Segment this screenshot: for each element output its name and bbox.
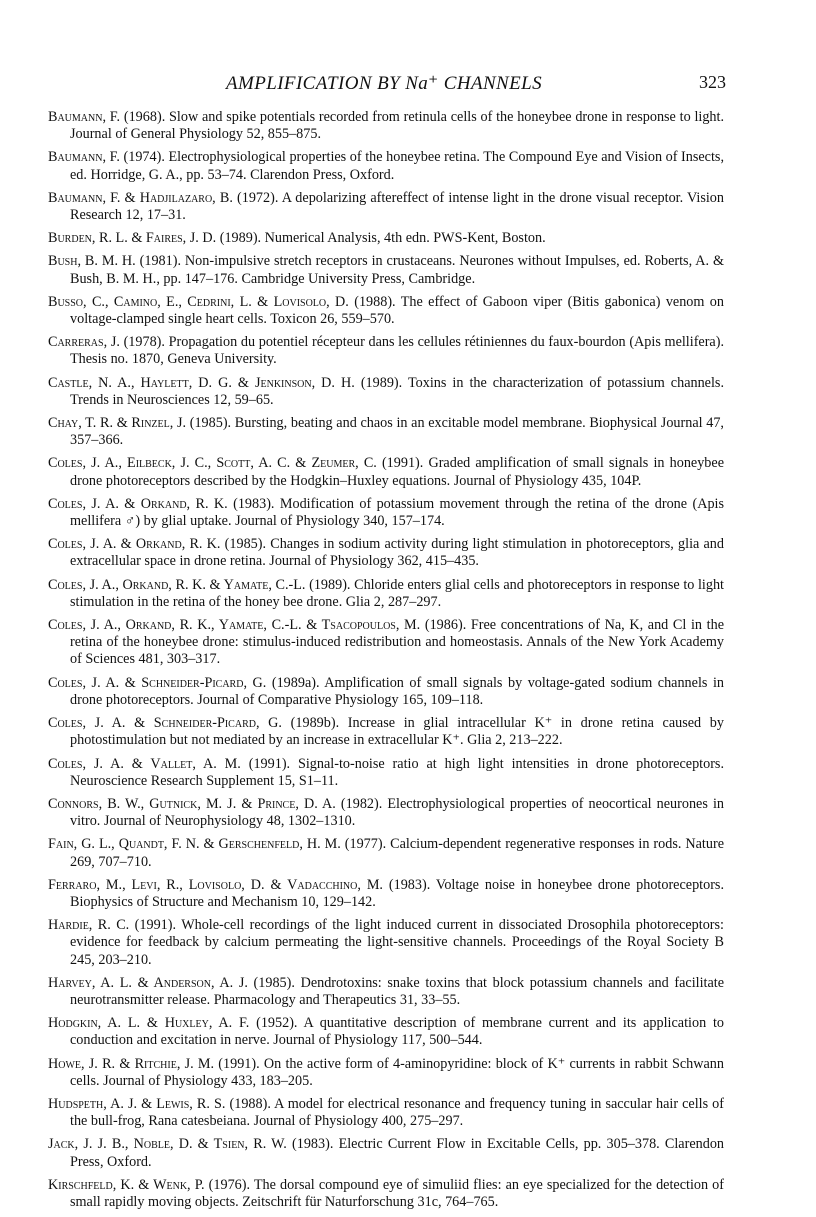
reference-entry	[48, 1136, 724, 1170]
reference-text: (1972). A depolarizing aftereffect of intense light in the drone visual receptor. Vision Research 12, 17–31.	[70, 189, 724, 224]
reference-authors: Hudspeth, A. J. & Lewis, R. S.	[48, 1095, 226, 1112]
reference-text: (1983). Electric Current Flow in Excitable Cells, pp. 305–378. Clarendon Press, Oxford.	[70, 1136, 725, 1170]
reference-entry	[48, 1096, 724, 1130]
reference-authors: Fain, G. L., Quandt, F. N. & Gerschenfeld, H. M.	[48, 836, 341, 853]
reference-text: (1985). Bursting, beating and chaos in an excitable model membrane. Biophysical Journal 47, 357–366.	[70, 415, 724, 449]
reference-authors: Coles, J. A., Eilbeck, J. C., Scott, A. C. & Zeumer, C.	[48, 455, 377, 472]
reference-entry	[48, 1015, 724, 1049]
reference-entry	[48, 415, 724, 449]
reference-entry	[48, 455, 724, 489]
reference-authors: Coles, J. A. & Vallet, A. M.	[48, 755, 241, 772]
reference-text: (1991). Signal-to-noise ratio at high light intensities in drone photoreceptors. Neuroscience Research Supplement 15, S1–11.	[70, 755, 724, 789]
reference-entry	[48, 917, 724, 969]
reference-text: (1989b). Increase in glial intracellular K⁺ in drone retina caused by photostimulation but not mediated by an increase in extracellular K⁺. Glia 2, 213–222.	[70, 715, 724, 749]
reference-entry	[48, 149, 724, 183]
reference-text: (1978). Propagation du potentiel récepteur dans les cellules rétiniennes du faux-bourdon (Apis mellifera). Thesis no. 1870, Geneva University.	[70, 334, 725, 368]
reference-text: (1989). Chloride enters glial cells and photoreceptors in response to light stimulation in the retina of the honey bee drone. Glia 2, 287–297.	[70, 576, 724, 610]
reference-entry	[48, 536, 724, 570]
reference-authors: Harvey, A. L. & Anderson, A. J.	[48, 974, 248, 991]
reference-authors: Baumann, F.	[48, 109, 121, 125]
reference-entry	[48, 230, 724, 247]
reference-authors: Chay, T. R. & Rinzel, J.	[48, 415, 187, 432]
reference-authors: Coles, J. A. & Orkand, R. K.	[48, 536, 221, 553]
reference-entry	[48, 675, 724, 709]
reference-authors: Jack, J. J. B., Noble, D. & Tsien, R. W.	[48, 1136, 287, 1153]
reference-authors: Castle, N. A., Haylett, D. G. & Jenkinson, D. H.	[48, 374, 355, 391]
reference-authors: Hardie, R. C.	[48, 917, 130, 934]
reference-authors: Baumann, F.	[48, 149, 120, 166]
reference-text: (1989). Toxins in the characterization of potassium channels. Trends in Neurosciences 12, 59–65.	[70, 374, 724, 408]
reference-authors: Coles, J. A. & Schneider-Picard, G.	[48, 715, 282, 732]
reference-authors: Coles, J. A. & Schneider-Picard, G.	[48, 674, 267, 691]
reference-entry	[48, 796, 724, 830]
reference-text: (1985). Dendrotoxins: snake toxins that block potassium channels and facilitate neurotransmitter release. Pharmacology and Therapeutics 31, 33–55.	[70, 974, 724, 1008]
reference-text: (1952). A quantitative description of membrane current and its application to conduction and excitation in nerve. Journal of Physiology 117, 500–544.	[70, 1015, 725, 1049]
reference-entry	[48, 1177, 724, 1211]
reference-authors: Howe, J. R. & Ritchie, J. M.	[48, 1055, 215, 1072]
reference-text: (1991). Graded amplification of small signals in honeybee drone photoreceptors described by the Hodgkin–Huxley equations. Journal of Physiology 435, 104P.	[70, 455, 724, 489]
reference-authors: Kirschfeld, K. & Wenk, P.	[48, 1176, 205, 1193]
reference-text: (1991). On the active form of 4-aminopyridine: block of K⁺ currents in rabbit Schwann cells. Journal of Physiology 433, 183–205.	[70, 1055, 724, 1089]
reference-text: (1983). Modification of potassium movement through the retina of the drone (Apis mellifera ♂) by glial uptake. Journal of Physiology 340, 157–174.	[70, 495, 724, 530]
reference-authors: Ferraro, M., Levi, R., Lovisolo, D. & Vadacchino, M.	[48, 876, 383, 893]
reference-entry	[48, 975, 724, 1009]
reference-authors: Bush, B. M. H.	[48, 253, 136, 270]
running-title: AMPLIFICATION BY Na⁺ CHANNELS	[226, 73, 542, 94]
reference-entry	[48, 253, 724, 287]
reference-text: (1968). Slow and spike potentials recorded from retinula cells of the honeybee drone in response to light. Journal of General Physiology 52, 855–875.	[70, 109, 724, 143]
reference-text: (1977). Calcium-dependent regenerative responses in rods. Nature 269, 707–710.	[70, 836, 724, 870]
reference-entry	[48, 375, 724, 409]
reference-authors: Busso, C., Camino, E., Cedrini, L. & Lovisolo, D.	[48, 293, 349, 310]
reference-entry	[48, 756, 724, 790]
reference-entry	[48, 617, 724, 669]
reference-text: (1988). A model for electrical resonance and frequency tuning in saccular hair cells of the bull-frog, Rana catesbeiana. Journal of Physiology 400, 275–297.	[70, 1095, 724, 1130]
reference-authors: Coles, J. A., Orkand, R. K. & Yamate, C.-L.	[48, 576, 306, 593]
reference-text: (1991). Whole-cell recordings of the light induced current in dissociated Drosophila photoreceptors: evidence for feedback by calcium permeating the light-sensitive channels. Proceedings of the Royal Society B 245, 203–210.	[70, 917, 724, 968]
reference-text: (1989a). Amplification of small signals by voltage-gated sodium channels in drone photoreceptors. Journal of Comparative Physiology 165, 109–118.	[70, 674, 724, 708]
page-number: 323	[699, 72, 726, 92]
reference-authors: Connors, B. W., Gutnick, M. J. & Prince, D. A.	[48, 795, 336, 812]
reference-entry	[48, 294, 724, 328]
reference-text: (1981). Non-impulsive stretch receptors in crustaceans. Neurones without Impulses, ed. Roberts, A. & Bush, B. M. H., pp. 147–176. Cambridge University Press, Cambridge.	[70, 253, 724, 287]
reference-list	[48, 109, 724, 1217]
reference-entry	[48, 715, 724, 749]
reference-text: (1988). The effect of Gaboon viper (Bitis gabonica) venom on voltage-clamped single heart cells. Toxicon 26, 559–570.	[70, 293, 724, 328]
reference-entry	[48, 190, 724, 224]
reference-authors: Burden, R. L. & Faires, J. D.	[48, 230, 217, 247]
reference-entry	[48, 109, 724, 143]
reference-authors: Carreras, J.	[48, 334, 120, 351]
reference-entry	[48, 496, 724, 530]
reference-text: (1982). Electrophysiological properties of neocortical neurones in vitro. Journal of Neurophysiology 48, 1302–1310.	[70, 795, 724, 830]
reference-text: (1983). Voltage noise in honeybee drone photoreceptors. Biophysics of Structure and Mechanism 10, 129–142.	[70, 876, 724, 910]
reference-text: (1989). Numerical Analysis, 4th edn. PWS-Kent, Boston.	[216, 230, 546, 247]
reference-entry	[48, 1056, 724, 1090]
reference-text: (1974). Electrophysiological properties of the honeybee retina. The Compound Eye and Vision of Insects, ed. Horridge, G. A., pp. 53–74. Clarendon Press, Oxford.	[70, 149, 724, 183]
page-header	[226, 72, 726, 98]
reference-authors: Baumann, F. & Hadjilazaro, B.	[48, 189, 233, 206]
reference-entry	[48, 334, 724, 368]
reference-text: (1986). Free concentrations of Na, K, and Cl in the retina of the honeybee drone: stimulus-induced redistribution and homeostasis. Annals of the New York Academy of Sciences 481, 303–317.	[70, 617, 724, 668]
reference-authors: Coles, J. A., Orkand, R. K., Yamate, C.-L. & Tsacopoulos, M.	[48, 617, 421, 634]
reference-authors: Hodgkin, A. L. & Huxley, A. F.	[48, 1015, 250, 1032]
reference-entry	[48, 877, 724, 911]
reference-text: (1985). Changes in sodium activity during light stimulation in photoreceptors, glia and extracellular space in drone retina. Journal of Physiology 362, 415–435.	[70, 536, 724, 570]
reference-text: (1976). The dorsal compound eye of simuliid flies: an eye specialized for the detection of small rapidly moving objects. Zeitschrift für Naturforschung 31c, 764–765.	[70, 1176, 724, 1210]
reference-entry	[48, 836, 724, 870]
reference-authors: Coles, J. A. & Orkand, R. K.	[48, 495, 228, 512]
reference-entry	[48, 577, 724, 611]
